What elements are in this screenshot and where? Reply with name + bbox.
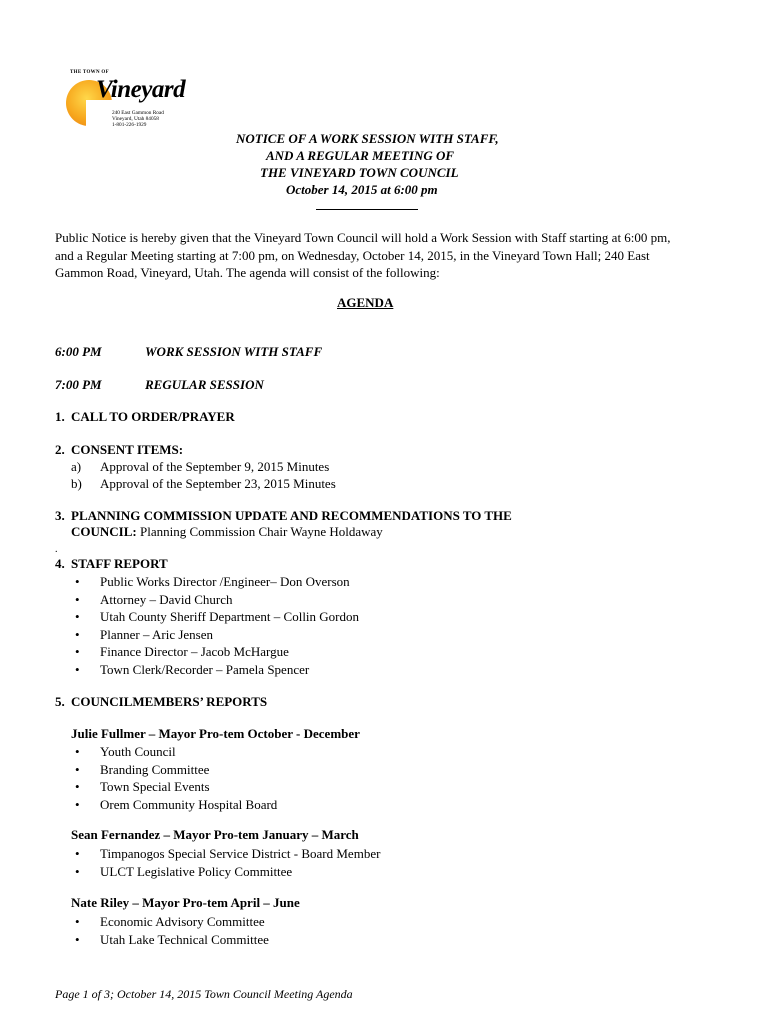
list-item: • Economic Advisory Committee	[75, 914, 265, 929]
staff-report-list	[75, 573, 359, 678]
session-time: 7:00 PM	[55, 377, 102, 392]
list-item: • Branding Committee	[75, 761, 210, 777]
header-divider	[316, 209, 418, 210]
list-item: • Planner – Aric Jensen	[75, 626, 214, 642]
agenda-item-staff-report: 4. STAFF REPORT	[55, 556, 168, 571]
stray-mark: .	[55, 544, 58, 555]
list-item: • Timpanogos Special Service District - Board Member	[75, 846, 381, 861]
session-label: REGULAR SESSION	[145, 377, 264, 392]
logo-small-text: THE TOWN OF	[70, 70, 109, 75]
notice-title-line-3: THE VINEYARD TOWN COUNCIL	[260, 165, 459, 180]
list-item: • Town Clerk/Recorder – Pamela Spencer	[75, 661, 310, 677]
councilmember-list	[75, 913, 269, 948]
consent-sub-item: b) Approval of the September 23, 2015 Minutes	[71, 476, 336, 491]
consent-sub-item: a) Approval of the September 9, 2015 Minutes	[71, 459, 330, 474]
list-item: • Town Special Events	[75, 779, 210, 794]
notice-title-line-2: AND A REGULAR MEETING OF	[266, 148, 455, 163]
councilmember-heading: Nate Riley – Mayor Pro-tem April – June	[71, 895, 300, 910]
list-item: • Finance Director – Jacob McHargue	[75, 644, 289, 659]
session-regular	[55, 377, 264, 393]
list-item: • Utah Lake Technical Committee	[75, 931, 269, 947]
notice-title-line-1: NOTICE OF A WORK SESSION WITH STAFF,	[236, 131, 499, 146]
list-item: • Youth Council	[75, 744, 176, 759]
councilmember-heading: Sean Fernandez – Mayor Pro-tem January – March	[71, 827, 359, 842]
session-work	[55, 344, 322, 360]
list-item: • Attorney – David Church	[75, 591, 233, 607]
agenda-heading: AGENDA	[337, 295, 394, 310]
agenda-item-consent: 2. CONSENT ITEMS:	[55, 442, 184, 457]
councilmember-list	[75, 845, 380, 880]
list-item: • Utah County Sheriff Department – Collin Gordon	[75, 609, 360, 624]
list-item: • ULCT Legislative Policy Committee	[75, 863, 293, 879]
town-logo	[66, 70, 191, 132]
list-item: • Orem Community Hospital Board	[75, 796, 278, 812]
logo-wordmark: Vineyard	[96, 76, 186, 103]
logo-address: 240 East Gammon Road Vineyard, Utah 84058 1-801-226-1929	[112, 110, 164, 128]
agenda-item-call-to-order: 1. CALL TO ORDER/PRAYER	[55, 409, 235, 424]
session-time: 6:00 PM	[55, 344, 102, 359]
planning-commission-continuation: COUNCIL: Planning Commission Chair Wayne Holdaway	[71, 524, 383, 539]
list-item: • Public Works Director /Engineer– Don Overson	[75, 574, 350, 589]
agenda-item-councilmember-reports: 5. COUNCILMEMBERS’ REPORTS	[55, 694, 268, 709]
councilmember-list	[75, 743, 277, 813]
councilmember-heading: Julie Fullmer – Mayor Pro-tem October - December	[71, 726, 360, 741]
notice-date: October 14, 2015 at 6:00 pm	[286, 182, 438, 197]
agenda-item-planning-commission: 3. PLANNING COMMISSION UPDATE AND RECOMMENDATIONS TO THE	[55, 508, 512, 523]
page-footer: Page 1 of 3; October 14, 2015 Town Council Meeting Agenda	[55, 987, 353, 1001]
session-label: WORK SESSION WITH STAFF	[145, 344, 323, 359]
public-notice-paragraph: Public Notice is hereby given that the Vineyard Town Council will hold a Work Session with Staff starting at 6:00 pm, and a Regular Meeting starting at 7:00 pm, on Wednesday, October 14, 2015, in the Vineyard Town Hall; 240 East Gammon Road, Vineyard, Utah. The agenda will consist of the following:	[55, 230, 671, 280]
